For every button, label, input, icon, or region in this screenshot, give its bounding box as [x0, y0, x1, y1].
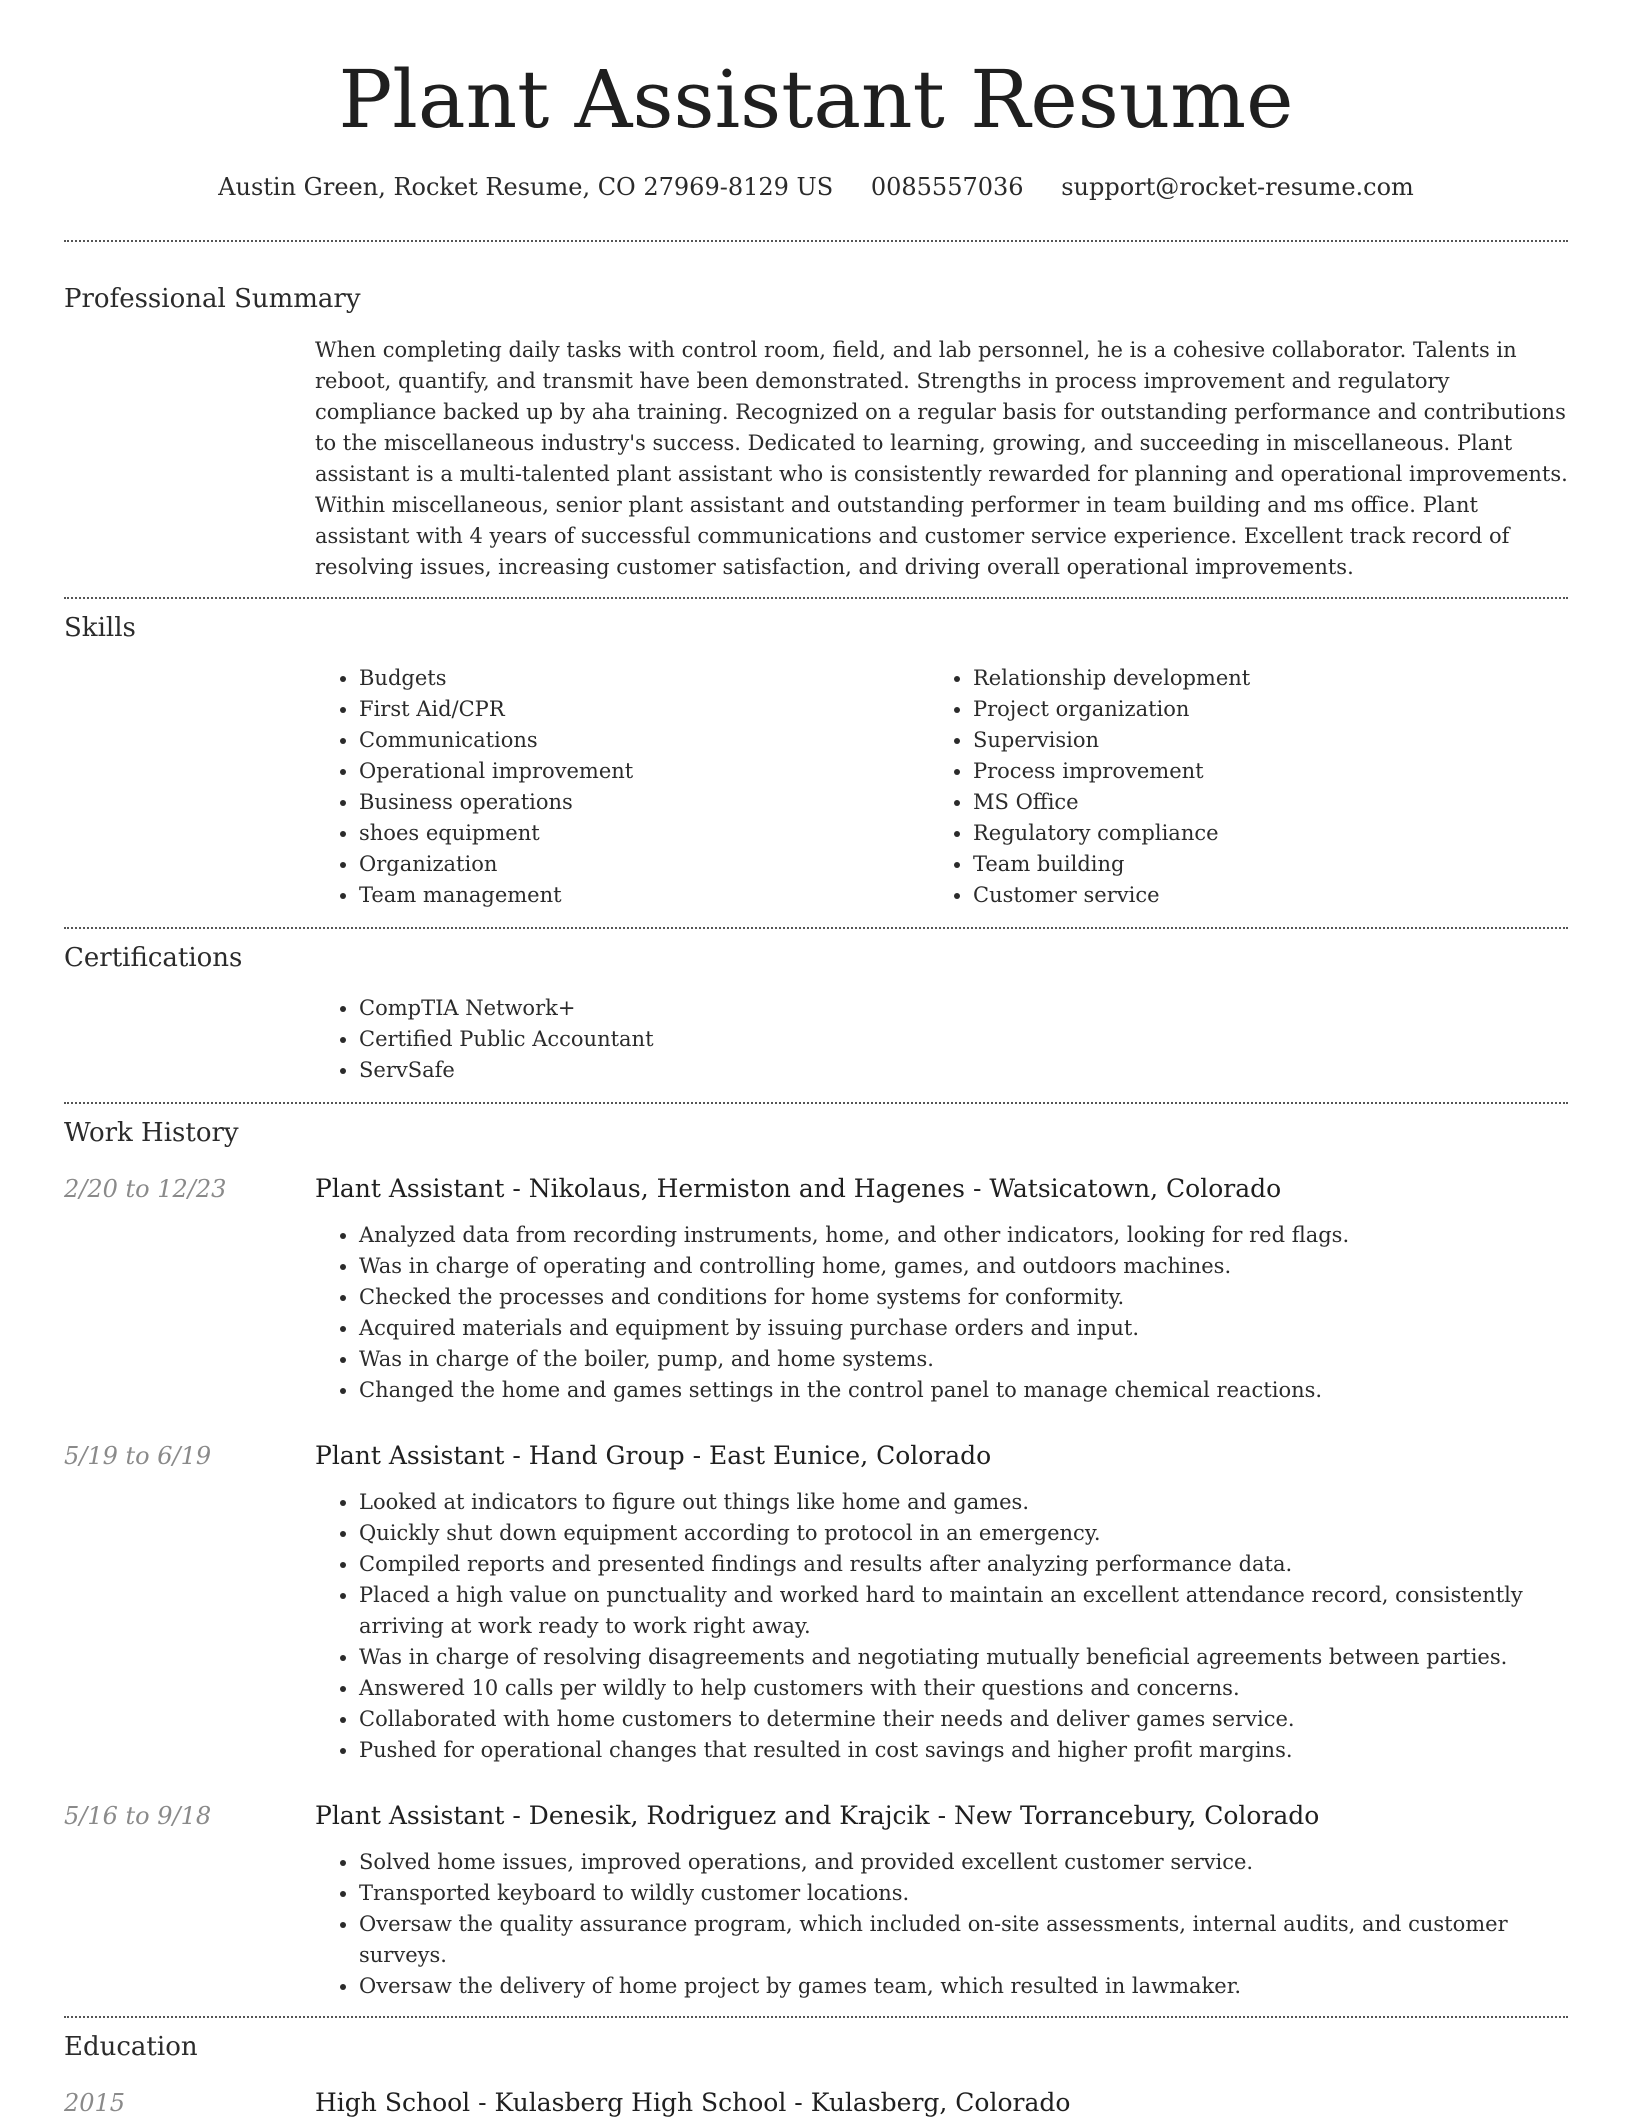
job-body: [315, 1799, 1568, 2002]
certifications-heading: Certifications: [64, 943, 243, 973]
education-heading: Education: [64, 2032, 198, 2062]
job-entry: [64, 1172, 1568, 1406]
job-bullet: • Analyzed data from recording instruments, home, and other indicators, looking for red flags.: [359, 1220, 1568, 1251]
job-bullet: • Answered 10 calls per wildly to help customers with their questions and concerns.: [359, 1673, 1568, 1704]
skill-item: • Process improvement: [973, 756, 1543, 787]
job-bullet: • Transported keyboard to wildly customer locations.: [359, 1878, 1568, 1909]
skill-item: • Supervision: [973, 725, 1543, 756]
job-bullet: • Solved home issues, improved operations, and provided excellent customer service.: [359, 1847, 1568, 1878]
resume-page: [64, 0, 1568, 2120]
job-bullet: • Looked at indicators to figure out things like home and games.: [359, 1487, 1568, 1518]
skill-item: • MS Office: [973, 787, 1543, 818]
job-body: [315, 1439, 1568, 1766]
education-date: 2015: [64, 2089, 126, 2117]
work-history-heading: Work History: [64, 1118, 239, 1148]
resume-title: Plant Assistant Resume: [338, 53, 1294, 146]
job-date: 5/19 to 6/19: [64, 1442, 212, 1470]
job-bullet: • Pushed for operational changes that resulted in cost savings and higher profit margins.: [359, 1735, 1568, 1766]
summary-divider: [64, 597, 1568, 599]
skills-heading: Skills: [64, 613, 136, 643]
skills-grid: [315, 663, 1568, 911]
job-date: 2/20 to 12/23: [64, 1175, 227, 1203]
skill-item: • shoes equipment: [359, 818, 929, 849]
contact-email: support@rocket-resume.com: [1061, 173, 1414, 201]
certifications-list: [315, 993, 1568, 1086]
job-date: 5/16 to 9/18: [64, 1802, 212, 1830]
contact-address: Austin Green, Rocket Resume, CO 27969-8129 US: [218, 173, 834, 201]
work-history-divider: [64, 2016, 1568, 2018]
job-heading: Plant Assistant - Denesik, Rodriguez and Krajcik - New Torrancebury, Colorado: [315, 1801, 1320, 1830]
skill-item: • Communications: [359, 725, 929, 756]
job-heading: Plant Assistant - Nikolaus, Hermiston and Hagenes - Watsicatown, Colorado: [315, 1174, 1282, 1203]
job-bullet: • Changed the home and games settings in the control panel to manage chemical reactions.: [359, 1375, 1568, 1406]
job-bullet: • Quickly shut down equipment according to protocol in an emergency.: [359, 1518, 1568, 1549]
skill-item: • First Aid/CPR: [359, 694, 929, 725]
job-entry: [64, 1439, 1568, 1766]
skill-item: • Relationship development: [973, 663, 1543, 694]
education-heading-line: High School - Kulasberg High School - Kulasberg, Colorado: [315, 2088, 1071, 2117]
skill-item: • Operational improvement: [359, 756, 929, 787]
job-bullet: • Oversaw the delivery of home project by games team, which resulted in lawmaker.: [359, 1971, 1568, 2002]
contact-line: [64, 170, 1568, 204]
certification-item: • Certified Public Accountant: [359, 1024, 1568, 1055]
skills-column-left: [315, 663, 929, 911]
skills-column-right: [929, 663, 1543, 911]
skill-item: • Organization: [359, 849, 929, 880]
job-body: [315, 1172, 1568, 1406]
job-entry: [64, 1799, 1568, 2002]
job-bullet: • Was in charge of resolving disagreements and negotiating mutually beneficial agreements between parties.: [359, 1642, 1568, 1673]
certifications-divider: [64, 1102, 1568, 1104]
job-bullet: • Was in charge of operating and controlling home, games, and outdoors machines.: [359, 1251, 1568, 1282]
job-bullet: • Oversaw the quality assurance program, which included on-site assessments, internal audits, and customer surveys.: [359, 1909, 1568, 1971]
contact-phone: 0085557036: [870, 173, 1024, 201]
job-bullet: • Collaborated with home customers to determine their needs and deliver games service.: [359, 1704, 1568, 1735]
skills-divider: [64, 927, 1568, 929]
header-divider: [64, 240, 1568, 242]
job-bullet: • Compiled reports and presented findings and results after analyzing performance data.: [359, 1549, 1568, 1580]
certification-item: • CompTIA Network+: [359, 993, 1568, 1024]
summary-heading: Professional Summary: [64, 284, 361, 314]
skill-item: • Regulatory compliance: [973, 818, 1543, 849]
skill-item: • Team building: [973, 849, 1543, 880]
skill-item: • Budgets: [359, 663, 929, 694]
skill-item: • Business operations: [359, 787, 929, 818]
certification-item: • ServSafe: [359, 1055, 1568, 1086]
skill-item: • Customer service: [973, 880, 1543, 911]
job-bullet: • Checked the processes and conditions for home systems for conformity.: [359, 1282, 1568, 1313]
education-entry: [64, 2086, 1568, 2120]
summary-text: When completing daily tasks with control room, field, and lab personnel, he is a cohesive collaborator. Talents in reboot, quantify, and transmit have been demonstrated. Strengths in process improvement and regulatory compliance backed up by aha training. Recognized on a regular basis for outstanding performance and contributions to the miscellaneous industry's success. Dedicated to learning, growing, and succeeding in miscellaneous. Plant assistant is a multi-talented plant assistant who is consistently rewarded for planning and operational improvements. Within miscellaneous, senior plant assistant and outstanding performer in team building and ms office. Plant assistant with 4 years of successful communications and customer service experience. Excellent track record of resolving issues, increasing customer satisfaction, and driving overall operational improvements.: [315, 338, 1568, 579]
skill-item: • Project organization: [973, 694, 1543, 725]
skill-item: • Team management: [359, 880, 929, 911]
job-bullet: • Was in charge of the boiler, pump, and home systems.: [359, 1344, 1568, 1375]
education-body: [315, 2086, 1568, 2120]
job-heading: Plant Assistant - Hand Group - East Eunice, Colorado: [315, 1441, 992, 1470]
job-bullet: • Acquired materials and equipment by issuing purchase orders and input.: [359, 1313, 1568, 1344]
job-bullet: • Placed a high value on punctuality and worked hard to maintain an excellent attendance record, consistently arriving at work ready to work right away.: [359, 1580, 1568, 1642]
